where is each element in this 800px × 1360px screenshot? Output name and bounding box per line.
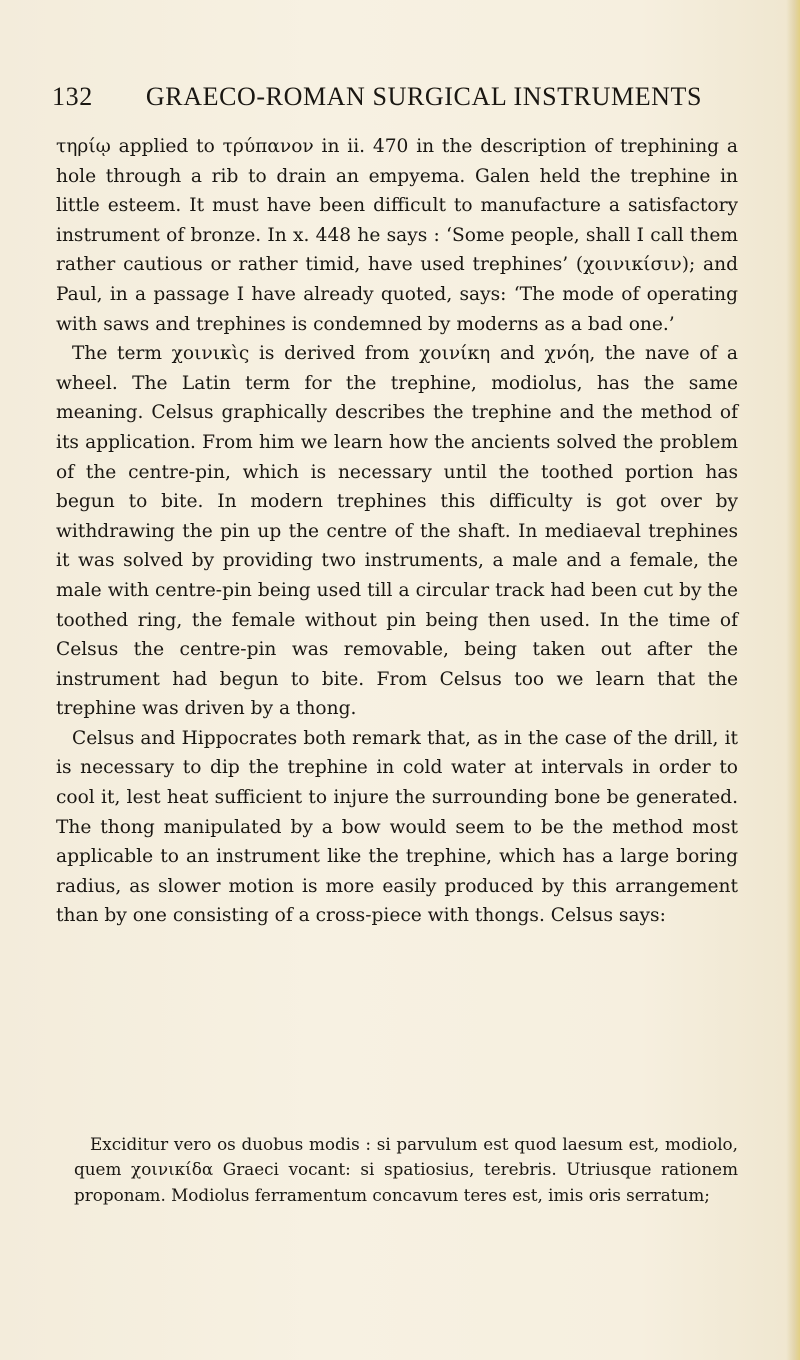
latin-quotation: Exciditur vero os duobus modis : si parvulum est quod laesum est, modiolo, quem χοινικίδα Graeci vocant: si spatiosius, terebris. Utriusque rationem proponam. Modiolus ferramentum concavum teres est, imis oris serratum;: [74, 1133, 738, 1205]
body-text: [56, 132, 738, 931]
running-title: GRAECO-ROMAN SURGICAL INSTRUMENTS: [145, 82, 703, 111]
page-edge: [786, 0, 800, 1360]
page-header: [52, 82, 752, 112]
page-number: 132: [52, 82, 93, 111]
paragraph-1: τηρίῳ applied to τρύπανον in ii. 470 in the description of trephining a hole through a rib to drain an empyema. Galen held the trephine in little esteem. It must have been difficult to manufacture a satisfactory instrument of bronze. In x. 448 he says : ‘Some people, shall I call them rather cautious or rather timid, have used trephines’ (χοινικίσιν); and Paul, in a passage I have already quoted, says: ‘The mode of operating with saws and trephines is condemned by moderns as a bad one.’: [56, 136, 738, 335]
paragraph-3: Celsus and Hippocrates both remark that, as in the case of the drill, it is necessary to dip the trephine in cold water at intervals in order to cool it, lest heat sufficient to injure the surrounding bone be generated. The thong manipulated by a bow would seem to be the method most applicable to an instrument like the trephine, which has a large boring radius, as slower motion is more easily produced by this arrangement than by one consisting of a cross-piece with thongs. Celsus says:: [56, 727, 738, 927]
paragraph-2: The term χοινικὶς is derived from χοινίκη and χνόη, the nave of a wheel. The Latin term for the trephine, modiolus, has the same meaning. Celsus graphically describes the trephine and the method of its application. From him we learn how the ancients solved the problem of the centre-pin, which is necessary until the toothed portion has begun to bite. In modern trephines this difficulty is got over by withdrawing the pin up the centre of the shaft. In mediaeval trephines it was solved by providing two instruments, a male and a female, the male with centre-pin being used till a circular track had been cut by the toothed ring, the female without pin being then used. In the time of Celsus the centre-pin was removable, being taken out after the instrument had begun to bite. From Celsus too we learn that the trephine was driven by a thong.: [56, 343, 738, 720]
